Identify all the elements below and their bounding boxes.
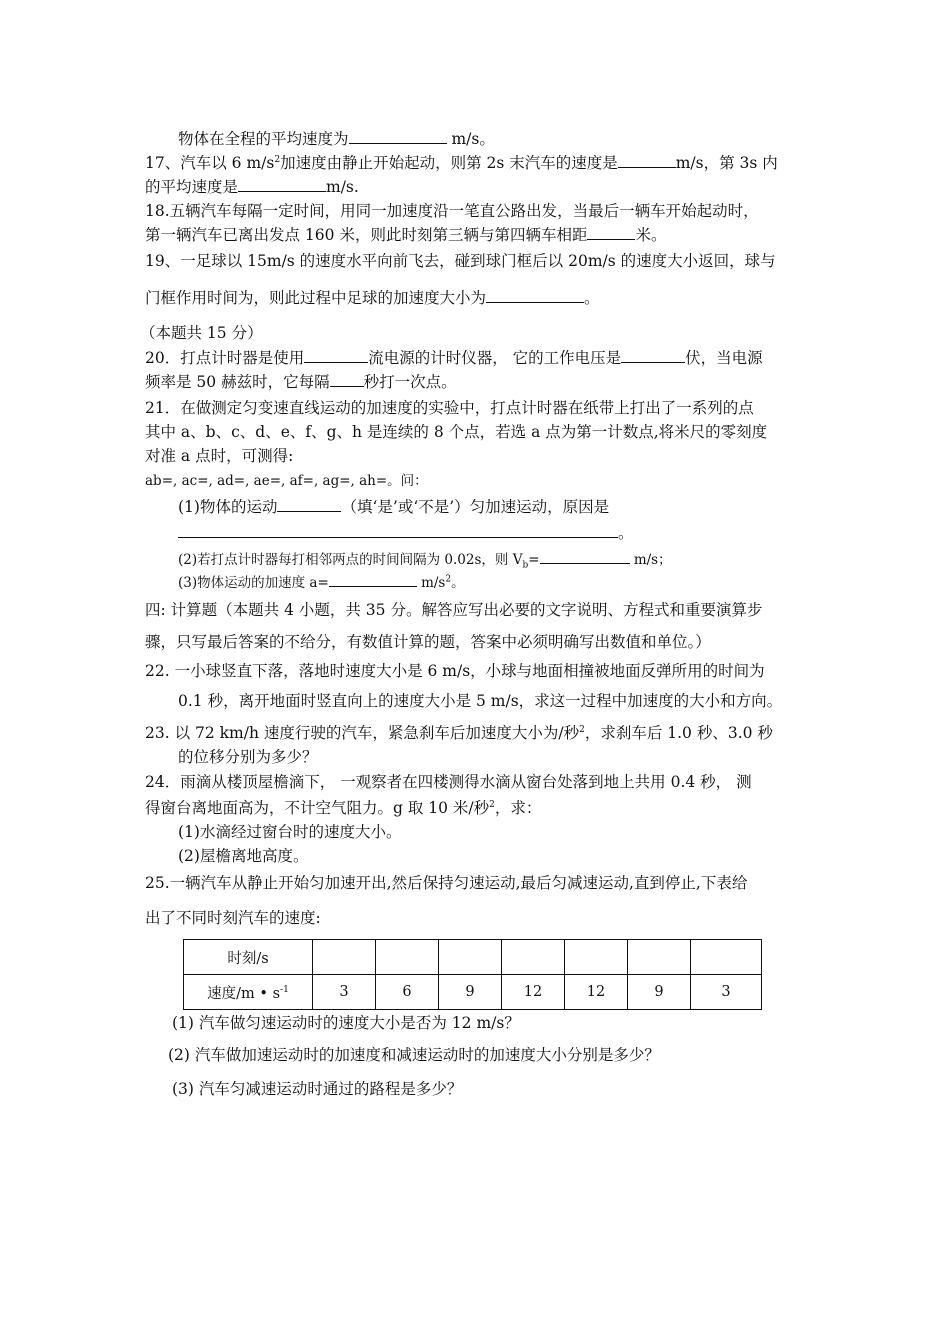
- q18-line1: 18.五辆汽车每隔一定时间，用同一加速度沿一笔直公路出发，当最后一辆车开始起动时，: [145, 202, 759, 220]
- q18-line2: [145, 224, 666, 246]
- answer-blank: [178, 522, 618, 538]
- text: m/s.: [326, 178, 359, 196]
- table-cell: [439, 940, 502, 975]
- text: ，求：: [494, 799, 542, 817]
- q25-sub3: (3) 汽车匀减速运动时通过的路程是多少？: [172, 1080, 463, 1098]
- text: 第一辆汽车已离出发点 160 米，则此时刻第三辆与第四辆车相距: [145, 226, 588, 244]
- table-row: [184, 940, 762, 975]
- table-cell: [565, 940, 628, 975]
- answer-blank: [304, 347, 368, 363]
- table-cell: 12: [502, 975, 565, 1010]
- text: （填‘是’或‘不是’）匀加速运动，原因是: [341, 498, 610, 516]
- q21-line4: ab=, ac=, ad=, ae=, af=, ag=, ah=。问：: [145, 473, 428, 489]
- text: 。: [451, 575, 465, 591]
- table-cell: [376, 940, 439, 975]
- table-cell: 6: [376, 975, 439, 1010]
- text: (1)物体的运动: [178, 498, 278, 516]
- q24-line2: [145, 797, 541, 819]
- answer-blank: [238, 176, 326, 192]
- text: 得窗台离地面高为，不计空气阻力。g 取 10 米/秒: [145, 799, 490, 817]
- q21-line1: 21．在做测定匀变速直线运动的加速度的实验中，打点计时器在纸带上打出了一系列的点: [145, 399, 754, 417]
- text: 伏，当电源: [685, 349, 763, 367]
- q20-line2: [145, 371, 457, 393]
- text: ，求刹车后 1.0 秒、3.0 秒: [584, 724, 773, 742]
- superscript: 2: [445, 574, 452, 585]
- text: m/s；: [633, 552, 672, 568]
- text: m/s。: [451, 130, 495, 148]
- q21-sub3: [178, 571, 465, 594]
- q22-line2: 0.1 秒，离开地面时竖直向上的速度大小是 5 m/s，求这一过程中加速度的大小和方向。: [178, 692, 783, 710]
- section4-heading-line2: 骤，只写最后答案的不给分，有数值计算的题，答案中必须明确写出数值和单位。）: [145, 633, 711, 651]
- text: (3)物体运动的加速度 a=: [178, 575, 329, 591]
- q20-line1: [145, 347, 763, 369]
- q17-line1: [145, 152, 778, 174]
- answer-blank: [618, 152, 676, 168]
- q25-sub2: (2) 汽车做加速运动时的加速度和减速运动时的加速度大小分别是多少？: [168, 1046, 660, 1064]
- text: =: [528, 552, 540, 568]
- q25-line1: 25.一辆汽车从静止开始匀加速开出,然后保持匀速运动,最后匀减速运动,直到停止,下表给: [145, 874, 748, 892]
- q25-line2: 出了不同时刻汽车的速度:: [145, 909, 321, 927]
- text: 秒打一次点。: [363, 373, 457, 391]
- text: 17、汽车以 6 m/s: [145, 154, 275, 172]
- superscript: -1: [280, 984, 289, 995]
- text: 加速度由静止开始起动，则第 2s 末汽车的速度是: [280, 154, 618, 172]
- q17-line2: [145, 176, 359, 198]
- q21-line2: 其中 a、b、c、d、e、f、g、h 是连续的 8 个点，若选 a 点为第一计数点,将米尺的零刻度: [145, 423, 768, 441]
- answer-blank: [486, 287, 584, 303]
- text: 。: [584, 289, 600, 307]
- answer-blank: [349, 128, 447, 144]
- answer-blank: [587, 224, 635, 240]
- q23-line2: 的位移分别为多少？: [178, 748, 318, 766]
- superscript: 2: [579, 724, 585, 735]
- q21-sub1: [178, 496, 609, 518]
- q24-line1: 24．雨滴从楼顶屋檐滴下， 一观察者在四楼测得水滴从窗台处落到地上共用 0.4 秒， 测: [145, 773, 752, 791]
- superscript: 2: [489, 799, 495, 810]
- answer-blank: [277, 496, 341, 512]
- answer-blank: [540, 548, 630, 564]
- answer-blank: [330, 371, 364, 387]
- table-cell: 3: [691, 975, 762, 1010]
- superscript: 2: [274, 154, 281, 165]
- table-row: [184, 975, 762, 1010]
- q24-sub2: (2)屋檐离地高度。: [178, 847, 309, 865]
- section4-heading-line1: 四: 计算题（本题共 4 小题，共 35 分。解答应写出必要的文字说明、方程式和重要演算步: [145, 601, 763, 619]
- q25-sub1: (1) 汽车做匀速运动时的速度大小是否为 12 m/s？: [172, 1014, 520, 1032]
- table-cell: 9: [628, 975, 691, 1010]
- table-cell: 9: [439, 975, 502, 1010]
- text: m/s: [421, 575, 446, 591]
- table-cell: 12: [565, 975, 628, 1010]
- q19-line1: 19、一足球以 15m/s 的速度水平向前飞去，碰到球门框后以 20m/s 的速度大小返回，球与: [145, 252, 776, 270]
- q21-sub2: [178, 548, 672, 571]
- speed-table: [183, 939, 762, 1010]
- text: 流电源的计时仪器， 它的工作电压是: [368, 349, 622, 367]
- text: 速度/m • s: [207, 985, 281, 1002]
- text: 频率是 50 赫兹时，它每隔: [145, 373, 330, 391]
- text: 物体在全程的平均速度为: [178, 130, 349, 148]
- q16-tail: [178, 128, 495, 150]
- table-cell: 3: [313, 975, 376, 1010]
- q22-line1: 22. 一小球竖直下落，落地时速度大小是 6 m/s，小球与地面相撞被地面反弹所用的时间为: [145, 662, 765, 680]
- text: 的平均速度是: [145, 178, 239, 196]
- answer-blank: [621, 347, 685, 363]
- q21-sub1-blank-line: [178, 522, 634, 544]
- table-cell: [691, 940, 762, 975]
- text: m/s，第 3s 内: [675, 154, 778, 172]
- text: (2)若打点计时器每打相邻两点的时间间隔为 0.02s，则 V: [178, 552, 523, 568]
- table-cell: [313, 940, 376, 975]
- answer-blank: [329, 571, 417, 587]
- subscript: b: [522, 560, 529, 571]
- q21-line3: 对准 a 点时，可测得:: [145, 447, 294, 465]
- q19-line2: [145, 287, 600, 309]
- q23-line1: [145, 722, 773, 744]
- text: 20．打点计时器是使用: [145, 349, 305, 367]
- text: 门框作用时间为，则此过程中足球的加速度大小为: [145, 289, 487, 307]
- table-cell: [502, 940, 565, 975]
- q24-sub1: (1)水滴经过窗台时的速度大小。: [178, 823, 402, 841]
- text: 米。: [635, 226, 667, 244]
- text: 。: [618, 524, 634, 542]
- section3-note: （本题共 15 分）: [140, 324, 263, 342]
- table-header-time: 时刻/s: [184, 940, 313, 975]
- table-header-speed: [184, 975, 313, 1010]
- table-cell: [628, 940, 691, 975]
- text: 23. 以 72 km/h 速度行驶的汽车，紧急刹车后加速度大小为/秒: [145, 724, 580, 742]
